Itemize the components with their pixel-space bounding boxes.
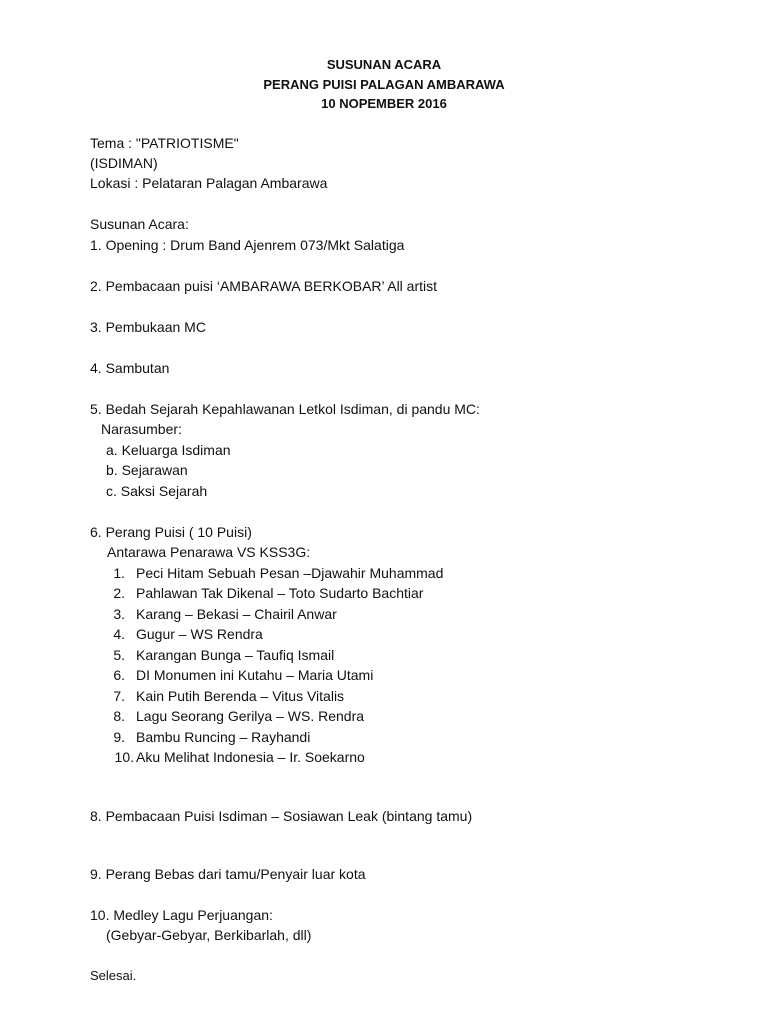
poem-number: 5. (113, 647, 125, 663)
poem-title: Gugur – WS Rendra (136, 626, 263, 642)
poem-title: DI Monumen ini Kutahu – Maria Utami (136, 667, 374, 683)
agenda-item-1: 1. Opening : Drum Band Ajenrem 073/Mkt Salatiga (90, 237, 405, 253)
poem-number: 1. (113, 565, 125, 581)
poem-title: Lagu Seorang Gerilya – WS. Rendra (136, 708, 365, 724)
agenda-item-10-details: (Gebyar-Gebyar, Berkibarlah, dll) (106, 927, 312, 943)
agenda-item-6: 6. Perang Puisi ( 10 Puisi) (90, 524, 252, 540)
agenda-item-2: 2. Pembacaan puisi ‘AMBARAWA BERKOBAR’ All artist (90, 278, 438, 294)
poem-number: 3. (113, 606, 125, 622)
speaker-item: b. Sejarawan (106, 462, 188, 478)
poem-title: Karang – Bekasi – Chairil Anwar (136, 606, 337, 622)
poem-title: Bambu Runcing – Rayhandi (136, 729, 311, 745)
poem-title: Karangan Bunga – Taufiq Ismail (136, 647, 335, 663)
closing-text: Selesai. (90, 968, 137, 983)
poem-number: 9. (113, 729, 125, 745)
speakers-label: Narasumber: (101, 421, 182, 437)
poem-title: Pahlawan Tak Dikenal – Toto Sudarto Bachtiar (136, 585, 424, 601)
poem-title: Kain Putih Berenda – Vitus Vitalis (136, 688, 345, 704)
agenda-item-9: 9. Perang Bebas dari tamu/Penyair luar kota (90, 866, 366, 882)
poem-title: Aku Melihat Indonesia – Ir. Soekarno (136, 749, 365, 765)
doc-title: SUSUNAN ACARA (326, 57, 442, 72)
poem-number: 6. (113, 667, 125, 683)
agenda-item-8: 8. Pembacaan Puisi Isdiman – Sosiawan Leak (bintang tamu) (90, 808, 473, 824)
poem-number: 7. (113, 688, 125, 704)
agenda-item-4: 4. Sambutan (90, 360, 170, 376)
poem-number: 4. (113, 626, 125, 642)
theme-line: Tema : "PATRIOTISME" (90, 135, 239, 151)
agenda-item-3: 3. Pembukaan MC (90, 319, 206, 335)
speaker-item: a. Keluarga Isdiman (106, 442, 231, 458)
speaker-item: c. Saksi Sejarah (106, 483, 208, 499)
poem-number: 8. (113, 708, 125, 724)
location-line: Lokasi : Pelataran Palagan Ambarawa (90, 175, 328, 191)
poem-number: 10. (114, 749, 134, 765)
agenda-item-5: 5. Bedah Sejarah Kepahlawanan Letkol Isdiman, di pandu MC: (90, 401, 480, 417)
poetry-battle-subtitle: Antarawa Penarawa VS KSS3G: (107, 544, 311, 560)
agenda-heading: Susunan Acara: (90, 216, 189, 232)
event-title: PERANG PUISI PALAGAN AMBARAWA (263, 77, 505, 92)
subject-line: (ISDIMAN) (90, 155, 158, 171)
agenda-item-10: 10. Medley Lagu Perjuangan: (90, 907, 273, 923)
poem-title: Peci Hitam Sebuah Pesan –Djawahir Muhammad (136, 565, 444, 581)
event-date: 10 NOPEMBER 2016 (321, 96, 447, 111)
poem-number: 2. (113, 585, 125, 601)
